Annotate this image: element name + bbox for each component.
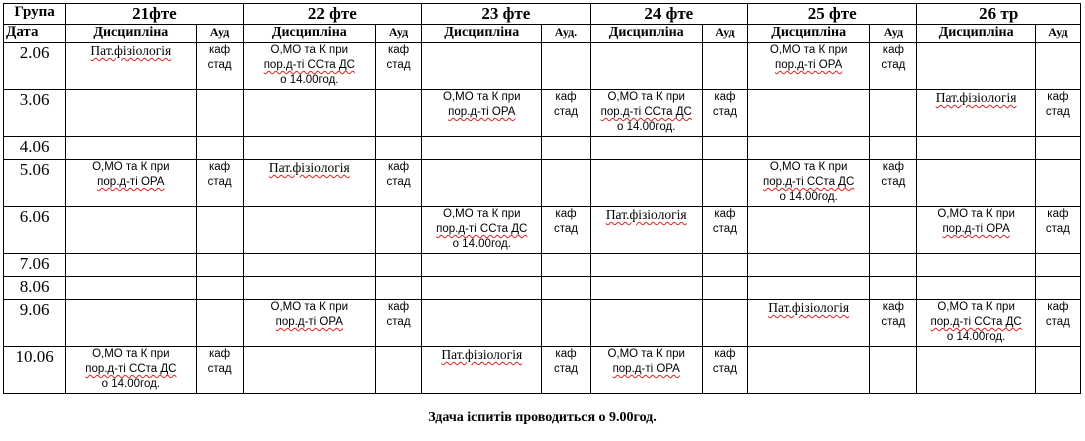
room-line: стад [386, 176, 411, 188]
discipline-cell [590, 207, 702, 254]
room-cell [1035, 347, 1080, 394]
room-line: стад [207, 176, 232, 188]
discipline-cell [66, 277, 196, 300]
discipline-line: о 14.00год. [452, 238, 511, 250]
discipline-line: пор.д-ті ССта ДС [930, 316, 1022, 328]
discipline-line: Пат.фізіологія [90, 43, 172, 58]
room-cell [1035, 300, 1080, 347]
room-cell [196, 254, 243, 277]
room-cell [375, 207, 421, 254]
room-cell [1035, 137, 1080, 160]
discipline-cell [917, 137, 1035, 160]
discipline-cell [422, 90, 542, 137]
discipline-cell [243, 90, 375, 137]
discipline-cell [747, 160, 869, 207]
room-line: каф [387, 44, 410, 56]
discipline-cell [243, 300, 375, 347]
discipline-cell [243, 160, 375, 207]
room-line: стад [386, 316, 411, 328]
discipline-cell [917, 160, 1035, 207]
room-line: стад [553, 363, 578, 375]
discipline-cell [422, 207, 542, 254]
room-cell [702, 207, 747, 254]
room-line: каф [555, 208, 577, 220]
discipline-cell [590, 347, 702, 394]
discipline-header: Дисципліна [917, 25, 1035, 43]
room-cell [375, 43, 421, 90]
discipline-cell [66, 300, 196, 347]
discipline-cell [590, 43, 702, 90]
discipline-line: о 14.00год. [280, 74, 339, 86]
room-line: стад [1045, 106, 1070, 118]
discipline-cell [66, 254, 196, 277]
room-cell [1035, 207, 1080, 254]
schedule-row [4, 300, 1081, 347]
discipline-cell [917, 207, 1035, 254]
discipline-line: пор.д-ті ОРА [448, 106, 516, 118]
room-line: каф [555, 348, 577, 360]
room-cell [542, 254, 590, 277]
discipline-line: пор.д-ті ОРА [275, 316, 343, 328]
aud-header: Ауд [870, 25, 917, 43]
room-line: каф [882, 161, 904, 173]
room-line: стад [881, 59, 906, 71]
room-cell [542, 300, 590, 347]
discipline-cell [243, 277, 375, 300]
schedule-row [4, 207, 1081, 254]
discipline-cell [917, 300, 1035, 347]
room-line: стад [712, 223, 737, 235]
discipline-line: О,МО та К при [92, 161, 170, 173]
discipline-cell [747, 137, 869, 160]
discipline-header: Дисципліна [747, 25, 869, 43]
room-line: каф [714, 348, 736, 360]
aud-header: Ауд [702, 25, 747, 43]
discipline-cell [590, 160, 702, 207]
discipline-line: Пат.фізіологія [768, 300, 850, 315]
room-line: стад [386, 59, 411, 71]
group-name: 25 фте [747, 4, 916, 25]
room-line: каф [208, 348, 231, 360]
room-cell [1035, 160, 1080, 207]
discipline-line: пор.д-ті ССта ДС [436, 223, 528, 235]
room-cell [870, 90, 917, 137]
exam-schedule-table [3, 3, 1081, 394]
discipline-line: пор.д-ті ССта ДС [763, 176, 855, 188]
aud-header: Ауд [375, 25, 421, 43]
room-line: каф [208, 44, 231, 56]
discipline-line: пор.д-ті ССта ДС [600, 106, 692, 118]
room-cell [196, 160, 243, 207]
date-label: Дата [4, 25, 66, 43]
discipline-cell [590, 277, 702, 300]
discipline-cell [422, 277, 542, 300]
discipline-cell [590, 300, 702, 347]
room-cell [196, 90, 243, 137]
discipline-cell [917, 254, 1035, 277]
schedule-row [4, 160, 1081, 207]
discipline-line: О,МО та К при [769, 161, 848, 173]
discipline-line: о 14.00год. [617, 121, 676, 133]
schedule-row [4, 43, 1081, 90]
discipline-line: пор.д-ті ССта ДС [263, 59, 355, 71]
discipline-cell [243, 43, 375, 90]
header-row-columns [4, 25, 1081, 43]
room-line: стад [553, 223, 578, 235]
discipline-cell [422, 347, 542, 394]
group-label: Група [4, 4, 66, 25]
room-line: каф [1047, 301, 1069, 313]
discipline-cell [66, 90, 196, 137]
discipline-cell [747, 254, 869, 277]
room-line: стад [881, 176, 906, 188]
room-cell [196, 300, 243, 347]
date-cell: 2.06 [4, 43, 66, 90]
aud-header: Ауд. [542, 25, 590, 43]
room-cell [1035, 90, 1080, 137]
date-cell: 10.06 [4, 347, 66, 394]
room-line: каф [387, 161, 410, 173]
date-cell: 6.06 [4, 207, 66, 254]
discipline-line: О,МО та К при [937, 301, 1015, 313]
footer-note: Здача іспитів проводиться о 9.00год. [428, 410, 657, 425]
group-name: 26 тр [917, 4, 1081, 25]
room-cell [542, 43, 590, 90]
date-cell: 3.06 [4, 90, 66, 137]
room-cell [542, 207, 590, 254]
room-cell [870, 43, 917, 90]
discipline-line: о 14.00год. [779, 191, 838, 203]
discipline-cell [66, 207, 196, 254]
discipline-cell [747, 90, 869, 137]
room-cell [702, 277, 747, 300]
discipline-line: О,МО та К при [270, 44, 349, 56]
schedule-row [4, 90, 1081, 137]
room-cell [870, 300, 917, 347]
room-line: каф [1047, 91, 1069, 103]
room-cell [870, 254, 917, 277]
room-cell [542, 347, 590, 394]
room-line: стад [881, 316, 906, 328]
discipline-header: Дисципліна [243, 25, 375, 43]
room-cell [702, 347, 747, 394]
room-line: стад [712, 106, 737, 118]
date-cell: 9.06 [4, 300, 66, 347]
discipline-cell [422, 137, 542, 160]
discipline-line: Пат.фізіологія [268, 160, 350, 175]
room-cell [542, 160, 590, 207]
group-name: 24 фте [590, 4, 747, 25]
room-cell [375, 90, 421, 137]
discipline-cell [422, 160, 542, 207]
discipline-cell [243, 347, 375, 394]
room-cell [702, 160, 747, 207]
room-cell [702, 300, 747, 347]
room-cell [870, 137, 917, 160]
discipline-line: Пат.фізіологія [605, 207, 687, 222]
room-cell [1035, 254, 1080, 277]
room-cell [375, 347, 421, 394]
room-line: каф [387, 301, 410, 313]
room-cell [542, 277, 590, 300]
room-cell [375, 137, 421, 160]
room-cell [702, 137, 747, 160]
discipline-line: О,МО та К при [443, 208, 521, 220]
room-line: каф [714, 208, 736, 220]
room-cell [375, 277, 421, 300]
schedule-row [4, 347, 1081, 394]
discipline-cell [917, 43, 1035, 90]
discipline-line: Пат.фізіологія [935, 90, 1017, 105]
room-cell [870, 160, 917, 207]
date-cell: 5.06 [4, 160, 66, 207]
room-cell [702, 43, 747, 90]
discipline-line: О,МО та К при [443, 91, 521, 103]
room-line: каф [1047, 208, 1069, 220]
aud-header: Ауд [196, 25, 243, 43]
room-cell [196, 277, 243, 300]
discipline-cell [747, 300, 869, 347]
room-line: стад [553, 106, 578, 118]
discipline-cell [422, 254, 542, 277]
schedule-row [4, 254, 1081, 277]
discipline-cell [243, 137, 375, 160]
discipline-line: О,МО та К при [270, 301, 349, 313]
room-line: стад [207, 59, 232, 71]
discipline-cell [243, 254, 375, 277]
discipline-line: О,МО та К при [92, 348, 170, 360]
room-line: стад [1045, 223, 1070, 235]
discipline-line: о 14.00год. [946, 331, 1006, 343]
discipline-line: Пат.фізіологія [441, 347, 523, 362]
room-line: стад [207, 363, 232, 375]
discipline-header: Дисципліна [422, 25, 542, 43]
room-cell [375, 160, 421, 207]
room-cell [870, 207, 917, 254]
room-cell [542, 137, 590, 160]
room-cell [375, 300, 421, 347]
room-line: каф [882, 44, 904, 56]
discipline-cell [422, 300, 542, 347]
room-cell [196, 43, 243, 90]
discipline-cell [917, 347, 1035, 394]
discipline-cell [590, 90, 702, 137]
schedule-row [4, 277, 1081, 300]
room-cell [1035, 43, 1080, 90]
discipline-cell [422, 43, 542, 90]
discipline-line: пор.д-ті ОРА [775, 59, 843, 71]
room-cell [542, 90, 590, 137]
discipline-cell [747, 207, 869, 254]
discipline-line: пор.д-ті ССта ДС [85, 363, 177, 375]
discipline-cell [747, 347, 869, 394]
date-cell: 8.06 [4, 277, 66, 300]
discipline-cell [590, 254, 702, 277]
room-cell [870, 347, 917, 394]
discipline-line: О,МО та К при [769, 44, 848, 56]
group-name: 22 фте [243, 4, 421, 25]
discipline-cell [66, 43, 196, 90]
room-cell [870, 277, 917, 300]
discipline-header: Дисципліна [590, 25, 702, 43]
discipline-cell [917, 90, 1035, 137]
discipline-line: о 14.00год. [101, 378, 160, 390]
room-line: каф [882, 301, 904, 313]
discipline-cell [747, 43, 869, 90]
room-cell [702, 254, 747, 277]
discipline-line: пор.д-ті ОРА [942, 223, 1010, 235]
discipline-line: О,МО та К при [937, 208, 1015, 220]
discipline-cell [917, 277, 1035, 300]
room-cell [1035, 277, 1080, 300]
aud-header: Ауд [1035, 25, 1080, 43]
group-name: 21фте [66, 4, 243, 25]
room-line: каф [208, 161, 231, 173]
header-row-groups [4, 4, 1081, 25]
room-cell [375, 254, 421, 277]
discipline-line: О,МО та К при [607, 91, 685, 103]
schedule-row [4, 137, 1081, 160]
room-cell [196, 207, 243, 254]
date-cell: 7.06 [4, 254, 66, 277]
room-cell [196, 137, 243, 160]
room-line: каф [714, 91, 736, 103]
room-line: стад [1045, 316, 1070, 328]
discipline-line: О,МО та К при [607, 348, 685, 360]
discipline-cell [66, 137, 196, 160]
discipline-header: Дисципліна [66, 25, 196, 43]
discipline-line: пор.д-ті ОРА [97, 176, 165, 188]
room-line: каф [555, 91, 577, 103]
discipline-cell [590, 137, 702, 160]
room-cell [702, 90, 747, 137]
group-name: 23 фте [422, 4, 590, 25]
discipline-cell [747, 277, 869, 300]
room-cell [196, 347, 243, 394]
discipline-line: пор.д-ті ОРА [612, 363, 680, 375]
discipline-cell [66, 347, 196, 394]
room-line: стад [712, 363, 737, 375]
discipline-cell [66, 160, 196, 207]
discipline-cell [243, 207, 375, 254]
date-cell: 4.06 [4, 137, 66, 160]
